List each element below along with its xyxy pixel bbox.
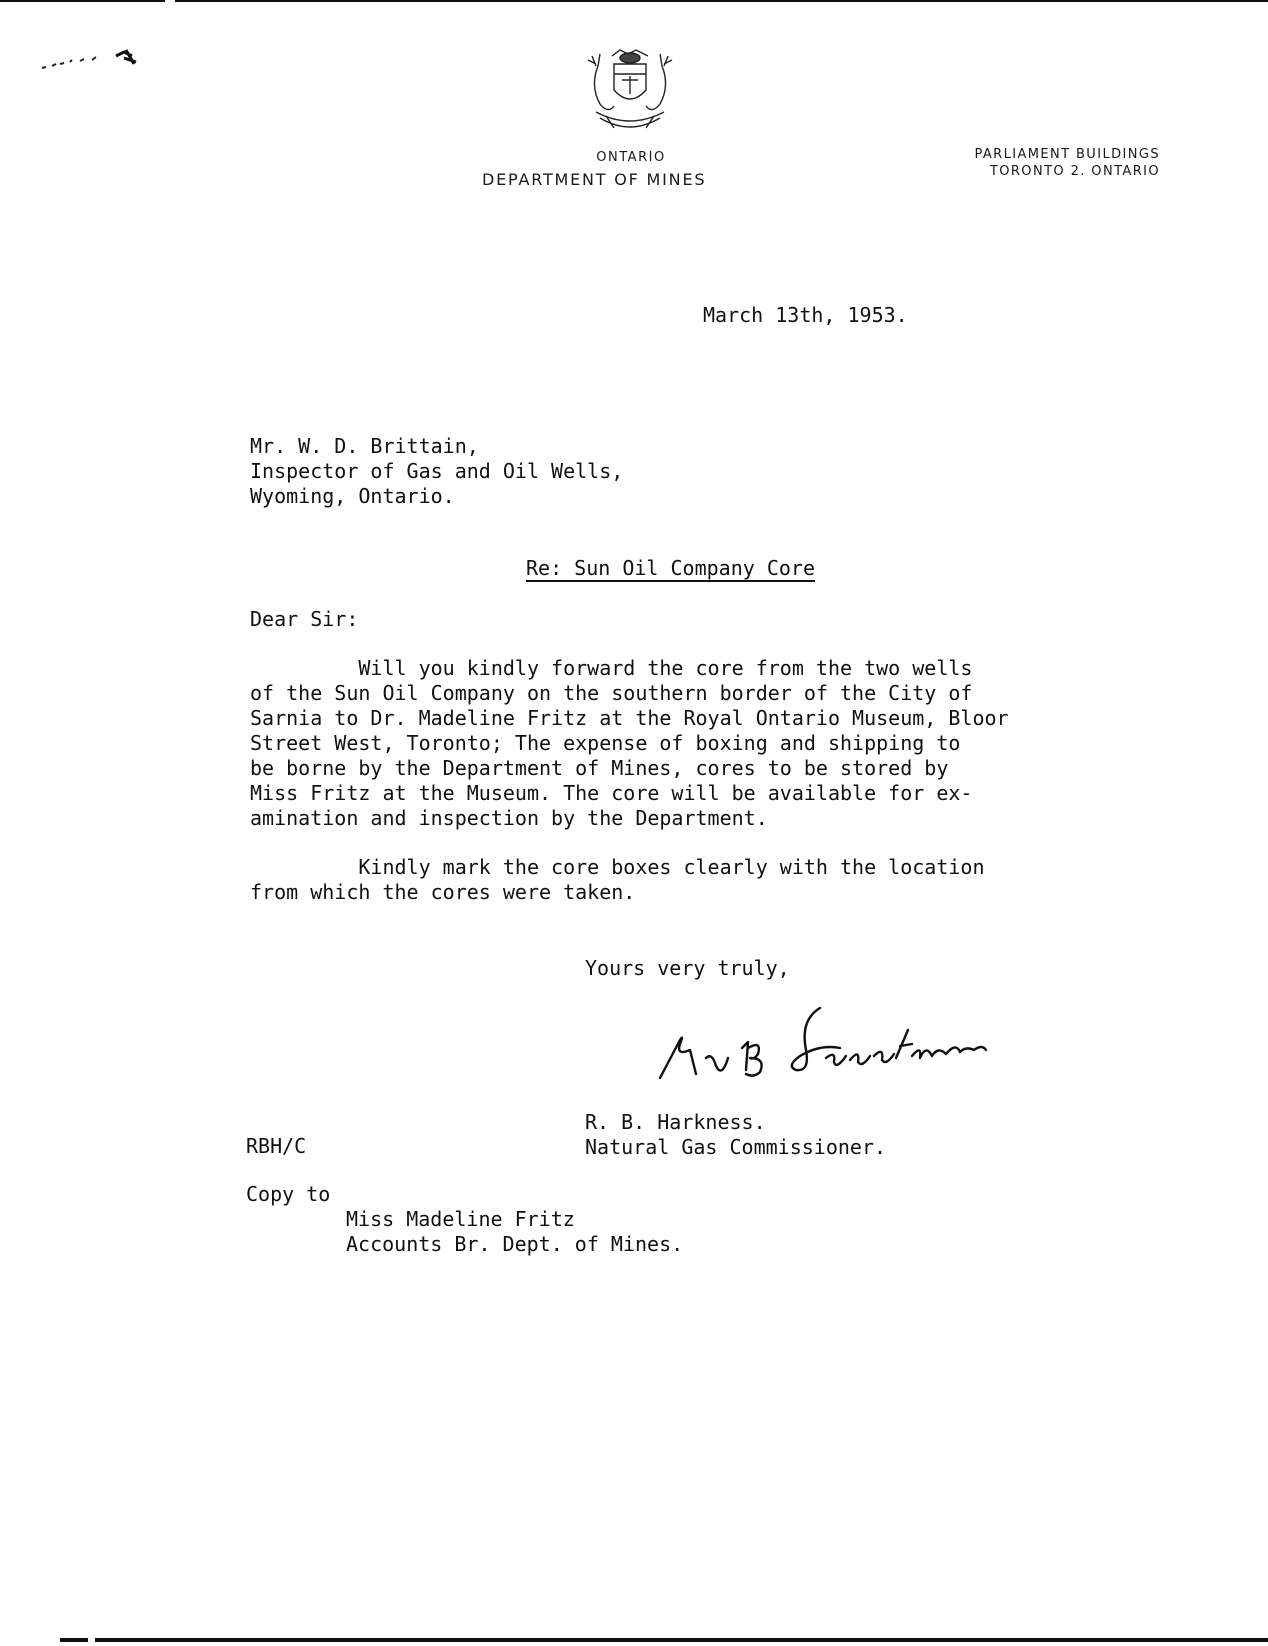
closing: Yours very truly, [585, 956, 790, 980]
typist-initials: RBH/C [246, 1134, 307, 1158]
copy-recipient-2: Accounts Br. Dept. of Mines. [346, 1232, 684, 1256]
paragraph-1-line: Will you kindly forward the core from the two wells [250, 656, 973, 680]
department-name: DEPARTMENT OF MINES [482, 170, 707, 189]
handwritten-signature [650, 1000, 990, 1090]
copy-to-label: Copy to [246, 1182, 331, 1206]
paragraph-1-line: Miss Fritz at the Museum. The core will be available for ex- [250, 781, 973, 805]
bottom-scan-edge-right [95, 1638, 1268, 1642]
top-scan-edge-right [175, 0, 1268, 2]
stray-ink-marks [40, 44, 150, 74]
recipient-name: Mr. W. D. Brittain, [250, 434, 479, 458]
paragraph-1-line: Street West, Toronto; The expense of boxing and shipping to [250, 731, 961, 755]
paragraph-1-line: amination and inspection by the Department. [250, 806, 768, 830]
paragraph-2-line: Kindly mark the core boxes clearly with the location [250, 855, 985, 879]
recipient-title: Inspector of Gas and Oil Wells, [250, 459, 624, 483]
salutation: Dear Sir: [250, 607, 359, 631]
recipient-location: Wyoming, Ontario. [250, 484, 455, 508]
address-line-1: PARLIAMENT BUILDINGS [974, 147, 1160, 162]
subject-line: Re: Sun Oil Company Core [526, 556, 815, 580]
ontario-crest-icon [570, 46, 690, 146]
bottom-scan-edge-left [60, 1638, 88, 1642]
letter-date: March 13th, 1953. [703, 303, 908, 327]
paragraph-2-line: from which the cores were taken. [250, 880, 636, 904]
paragraph-1-line: be borne by the Department of Mines, cores to be stored by [250, 756, 949, 780]
address-line-2: TORONTO 2. ONTARIO [989, 164, 1160, 179]
province-name: ONTARIO [596, 150, 666, 165]
copy-recipient-1: Miss Madeline Fritz [346, 1207, 575, 1231]
paragraph-1-line: Sarnia to Dr. Madeline Fritz at the Royal Ontario Museum, Bloor [250, 706, 1009, 730]
letterhead-address [920, 146, 1160, 180]
signer-name: R. B. Harkness. [585, 1110, 766, 1134]
top-scan-edge-left [0, 0, 165, 2]
paragraph-1-line: of the Sun Oil Company on the southern border of the City of [250, 681, 973, 705]
signer-title: Natural Gas Commissioner. [585, 1135, 887, 1159]
